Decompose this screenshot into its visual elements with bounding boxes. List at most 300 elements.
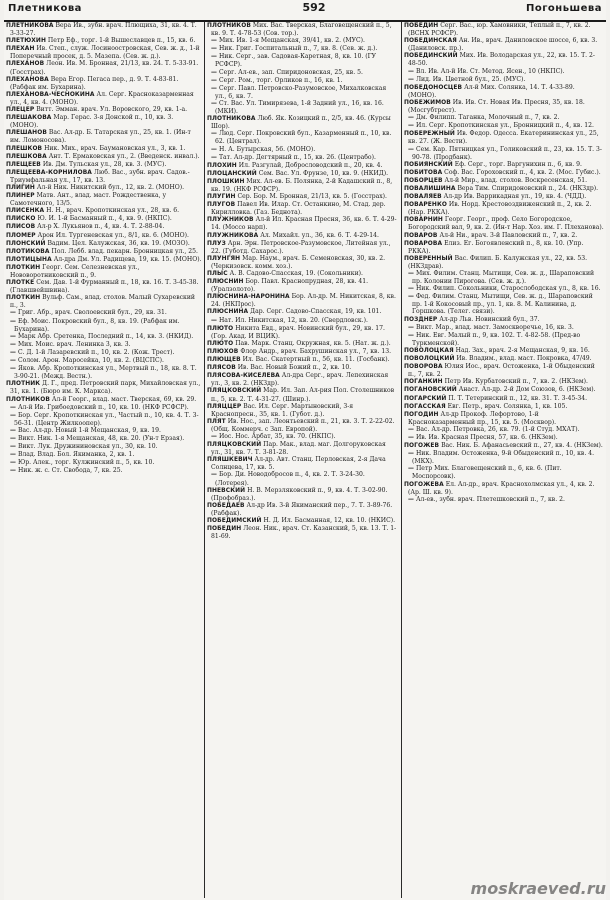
entry-surname: ПЛОТИЦЫНА: [6, 256, 52, 263]
entry-surname: ПОВОЛОЦКАЯ: [404, 347, 454, 354]
entry-surname: ПЛУЖНИКОВ: [207, 217, 254, 224]
entry-details: Вульф. Сам., влад. столов. Малый Сухаревский п., 3.: [10, 294, 195, 310]
entry-details: Арон Ил. Тургеневская ул., 8/1, кв. 6. (МОНО).: [37, 231, 189, 239]
entry-details: Н. Н., врач. Кропоткинская ул., 28, кв. 6.: [46, 207, 180, 215]
entry-details: Вл. Ив. Ал-й Ив. Ст. Метод. Ясен., 10 (НКПС).: [415, 67, 565, 75]
entry-details: Евг. Петр., врач. Солянка, 1, кв. 105.: [447, 402, 568, 410]
entry-surname: ПЛОТКИН: [6, 295, 41, 302]
entry-surname: ПОГАНКИН: [404, 379, 443, 386]
directory-entry: [404, 347, 604, 355]
directory-entry: [6, 412, 202, 427]
directory-entry: [6, 279, 202, 294]
entry-details: Анаст. Ал-др. 2-й Дом Союзов, 6. (НКЗем).: [458, 386, 596, 394]
entry-surname: ПЛЕШАКОВА: [6, 115, 52, 122]
entry-surname: —: [408, 286, 414, 293]
directory-entry: [207, 433, 399, 441]
directory-entry: [207, 69, 399, 77]
entry-surname: ПЛИСКО: [6, 216, 36, 223]
directory-entry: [207, 364, 399, 372]
entry-surname: —: [211, 38, 217, 45]
directory-entry: [207, 193, 399, 201]
directory-entry: [6, 435, 202, 443]
entry-surname: —: [408, 123, 414, 130]
entry-surname: —: [408, 451, 414, 458]
entry-details: Флор Андр., врач. Бахрушинская ул., 7, кв. 13.: [240, 347, 392, 355]
entry-surname: ПЛЮСНИНА: [207, 309, 249, 316]
directory-entry: [207, 317, 399, 325]
entry-details: Ник. Владим. Остоженка, 9-й Обыденский п., 10, кв. 4. (МКХ).: [412, 450, 595, 466]
directory-entry: [404, 332, 604, 347]
entry-details: Никита Евд., врач. Новинский бул., 29, кв. 17. (Гор. Акад. И ВЦИК).: [211, 324, 385, 340]
directory-entry: [207, 216, 399, 231]
column-divider: [401, 22, 402, 898]
entry-surname: ПЛОТИКОВА: [6, 248, 50, 255]
directory-entry: [6, 341, 202, 349]
directory-entry: [404, 177, 604, 185]
directory-entry: [6, 215, 202, 223]
directory-entry: [6, 240, 202, 248]
directory-entry: [207, 22, 399, 37]
entry-surname: ПЛОМЕР: [6, 232, 36, 239]
entry-surname: —: [211, 46, 217, 53]
entry-details: Ал-й Ил. Красная Пресня, 36, кв. 6. Т. 4-29-14. (Моссо нарп).: [211, 216, 397, 232]
page-header: [4, 0, 606, 22]
entry-surname: ПОБЕРЕЖНЫЙ: [404, 131, 455, 138]
entry-surname: ПЛЕШКОВ: [6, 145, 43, 152]
entry-surname: ПЛЮТО: [207, 325, 234, 332]
entry-surname: —: [211, 317, 217, 324]
directory-entry: [404, 411, 604, 426]
entry-details: Ал-й Мир., влад. столов. Воскресенская, 51.: [444, 176, 588, 184]
entry-surname: —: [408, 426, 414, 433]
entry-surname: ПЛЕЦЕР: [6, 107, 35, 114]
entry-details: Сем. Вас. Ул. Фрунзе, 10, кв. 9. (НКИД).: [258, 169, 389, 177]
entry-details: Елиз. Ег. Богоявленский п., 8, кв. 10. (Упр. РККА).: [408, 239, 584, 255]
directory-entry: [404, 114, 604, 122]
entry-surname: ПОВОРОВА: [404, 364, 443, 371]
directory-entry: [404, 130, 604, 145]
entry-details: Влад. Влад. Бол. Якиманка, 2, кв. 1.: [17, 451, 135, 459]
entry-details: Вера Ив., зубн. врач. Плющиха, 31, кв. 4. Т. 3-33-27.: [10, 22, 197, 38]
entry-surname: ПЛУГОВ: [207, 202, 236, 209]
entry-surname: ПЛЕЩЕЕВ: [6, 161, 41, 168]
entry-details: Ал-й Ни., врач. 3-й Павловский п., 7, кв. 2.: [439, 231, 578, 239]
entry-details: Викт. Лук. Дружининовская ул., 30, кв. 10.: [17, 443, 158, 451]
directory-entry: [207, 325, 399, 340]
directory-entry: [6, 129, 202, 144]
entry-details: Ник. ж. с. Ст. Свобода, 7, кв. 25.: [17, 467, 123, 475]
entry-surname: ПОБЕДИНСКАЯ: [404, 38, 457, 45]
entry-details: Мих. Филим. Станц. Мытищи, Сев. ж. д., Шараповский пр. Колонии Пирогова. (Сев. ж. д.).: [412, 270, 595, 286]
entry-surname: —: [408, 76, 414, 83]
entry-details: Нат. Ил. Никитская, 12, кв. 20. (Свердловск.).: [218, 316, 368, 324]
entry-surname: —: [10, 404, 16, 411]
entry-details: Ал-дра Дм. Ул. Радищева, 19, кв. 15. (МОНО).: [53, 255, 202, 263]
entry-surname: —: [408, 324, 414, 331]
entry-surname: ПЛИГИН: [6, 184, 35, 191]
entry-surname: ПОВАЛИШИНА: [404, 185, 456, 192]
entry-details: Ал. Серг. Красноказарменная ул., 4, кв. 4. (МОНО).: [10, 90, 194, 106]
directory-entry: [207, 270, 399, 278]
entry-details: Ел. Ал-др., врач. Краснохолмская ул., 4, кв. 2. (Ар. Ш. кв. 9).: [408, 480, 595, 496]
entry-surname: —: [10, 333, 16, 340]
directory-entry: [6, 357, 202, 365]
directory-entry: [404, 216, 604, 231]
entry-surname: ПОГОДИН: [404, 411, 439, 418]
entry-surname: ПЛИСОВ: [6, 224, 36, 231]
directory-entry: [6, 396, 202, 404]
directory-entry: [404, 316, 604, 324]
directory-entry: [207, 308, 399, 316]
directory-entry: [6, 106, 202, 114]
entry-details: Вера Тим. Спиридоновский п., 24. (НКЗдр).: [457, 184, 599, 192]
entry-details: Сем. Кар. Пятницкая ул., Голиковский п., 23, кв. 15. Т. 3-90-78. (Продбанк).: [412, 145, 602, 161]
entry-details: Н. Д. Ил. Басманная, 12, кв. 10. (НКИС).: [263, 517, 396, 524]
entry-details: Тат. Ал-др. Дегтярный п., 15, кв. 26. (Центрабо).: [218, 153, 376, 161]
entry-surname: ПЛЯЦКОВСКИЙ: [207, 442, 262, 449]
entry-surname: ПОВАРОВА: [404, 240, 443, 247]
entry-details: Матв. Ант., влад. маст. Рождественка, у Самотечного, 13/5.: [10, 192, 167, 208]
entry-details: Сем. Дав. 1-й Фурманный п., 18, кв. 16. Т. 3-45-38. (Главшвейшвина).: [10, 279, 199, 295]
directory-entry: [207, 170, 399, 178]
entry-details: Ю. И. 1-й Басманный п., 4, кв. 9. (НКПС).: [37, 215, 172, 223]
entry-details: Викт. Мар., влад. маст. Замоскворечье, 16, кв. 3.: [415, 323, 574, 331]
entry-surname: —: [10, 349, 16, 356]
entry-details: Иос. Нос. Арбат, 35, кв. 70. (НКПС).: [218, 432, 336, 440]
entry-surname: —: [10, 444, 16, 451]
entry-details: Ив. Степ., служ. Лосиноостровская, Сев. ж. д., 1-й Поперечный просек, д. 5. Мазепа. (Сев. ж. д.).: [10, 45, 200, 61]
directory-entry: [404, 22, 604, 37]
entry-surname: ПЛЮСНИНА-НАРОНИНА: [207, 294, 290, 301]
entry-details: Дм. Филипп. Таганка, Молочный п., 7, кв. 2.: [415, 114, 560, 122]
directory-entry: [207, 45, 399, 53]
entry-details: Ал-й Ник. Никитский бул., 12, кв. 2. (МОНО).: [36, 183, 185, 191]
directory-entry: [207, 278, 399, 293]
directory-entry: [207, 441, 399, 456]
directory-entry: [207, 387, 399, 402]
entry-details: Ст. Вас. Ул. Тимирязева, 1-й Задний ул., 16, кв. 16. (МКИ).: [215, 99, 384, 116]
directory-entry: [404, 285, 604, 293]
directory-entry: [207, 403, 399, 418]
entry-details: Ник. Евг. Малый п., 9, кв. 102. Т. 4-82-58. (Пред-во Туркменской).: [412, 331, 581, 347]
directory-entry: [6, 333, 202, 341]
directory-entry: [6, 309, 202, 317]
directory-entry: [6, 380, 202, 395]
directory-entry: [6, 153, 202, 161]
entry-details: Вас. Ал-др. Б. Татарская ул., 25, кв. 1. (Ин-т им. Ломоносова).: [10, 129, 191, 145]
entry-surname: ПЛЯСОВ: [207, 365, 236, 372]
entry-details: Люб. Як. Козицкий п., 2/5, кв. 46. (Курсы Шор).: [211, 115, 391, 131]
entry-surname: —: [211, 100, 217, 107]
entry-details: Ал-дра Серг., врач. Лепехинская ул., 3, кв. 2. (НКЗдр).: [211, 372, 389, 388]
entry-surname: ПОБОРЦЕВ: [404, 177, 443, 184]
entry-surname: ПОГОЖЕВ: [404, 443, 440, 450]
entry-details: Мар. Наум., врач. Б. Семеновская, 30, кв. 2. (Черкизовск. комм. хоз.).: [211, 254, 386, 270]
entry-details: Ив. Владим., влад. маст. Покровка, 47/49.: [456, 355, 592, 363]
entry-details: Мар. Герас. 3-я Донской п., 10, кв. 3. (МОНО).: [10, 114, 174, 130]
directory-entry: [6, 232, 202, 240]
entry-details: Серг. Ром., торг. Орликов п., 16, кв. 1.: [218, 76, 343, 84]
directory-entry: [6, 318, 202, 333]
running-head-right: Погоньшева: [525, 3, 602, 14]
entry-details: Мих. Моис. врач. Ленинка 3, кв. 3.: [17, 340, 131, 348]
directory-entry: [207, 293, 399, 308]
entry-details: Н. В. Мерзляковский п., 9, кв. 4. Т. 3-02-90. (Профобраз.).: [211, 486, 388, 502]
entry-details: Бор. Серг. Кропоткинская ул., Частый п., 10, кв. 4. Т. 3-56-31. (Центр Жилкоопер).: [14, 411, 199, 427]
entry-details: Ал-др Ив. Варрикадная ул., 19, кв. 4. (ЧДД).: [443, 193, 587, 201]
directory-entry: [6, 264, 202, 279]
directory-entry: [207, 178, 399, 193]
entry-surname: ПОБИТОВА: [404, 169, 443, 176]
directory-entry: [404, 255, 604, 270]
entry-surname: ПЛЯЦКОВСКИЙ: [207, 388, 262, 395]
entry-details: Люд. Серг. Покровский бул., Казарменный п., 10, кв. 62. (Централ).: [215, 130, 392, 146]
directory-entry: [207, 146, 399, 154]
entry-surname: ПОВАЛЯЕВ: [404, 194, 442, 201]
entry-details: Ил. Серг. Кропоткинская ул., Бронницкий п., 4, кв. 12.: [415, 122, 594, 130]
directory-entry: [6, 207, 202, 215]
entry-surname: ПЛЮЩЕВ: [207, 357, 241, 364]
entry-surname: —: [10, 318, 16, 325]
directory-entry: [6, 467, 202, 475]
entry-details: Серг. Павл. Петровско-Разумовское, Михалковская ул., 6, кв. 7.: [215, 84, 387, 100]
entry-surname: ПЛЕШКОВА: [6, 153, 47, 160]
entry-surname: —: [408, 466, 414, 473]
entry-surname: ПЛУЗ: [207, 240, 226, 247]
directory-entry: [404, 403, 604, 411]
entry-surname: ПОБЕДАЕВ: [207, 502, 245, 509]
entry-surname: —: [10, 412, 16, 419]
directory-entry: [404, 442, 604, 450]
directory-entry: [207, 418, 399, 433]
entry-details: С. Д. 1-й Лазаревский п., 10, кв. 2. (Кож. Трест).: [17, 348, 175, 356]
entry-surname: ПЛЯЦЦЕР: [207, 403, 242, 410]
entry-details: Юлия Иос., врач. Остоженка, 1-й Обыденский п., 7, кв. 2.: [408, 363, 595, 379]
entry-details: Лид. Ив. Цветной бул., 25. (МУС).: [415, 75, 526, 83]
directory-entry: [404, 434, 604, 442]
directory-entry: [207, 340, 399, 348]
entry-details: Яков. Абр. Кропоткинская ул., Мертвый п., 18, кв. 8. Т. 3-90-21. (Межд. Вестн.).: [14, 365, 197, 381]
directory-entry: [207, 115, 399, 130]
directory-entry: [207, 517, 399, 525]
entry-surname: ПОЗДНЕР: [404, 316, 438, 323]
directory-entry: [404, 76, 604, 84]
directory-entry: [6, 184, 202, 192]
entry-details: Бор. Ал-др. М. Никитская, 8, кв. 24. (НКПрос).: [211, 293, 396, 309]
entry-surname: ПЛЕШАНОВ: [6, 130, 47, 137]
directory-entry: [6, 294, 202, 309]
directory-entry: [6, 45, 202, 60]
directory-entry: [6, 76, 202, 91]
entry-details: Ал-др Прокоф. Лефортово, 1-й Красноказарменный пр., 15, кв. 5. (Москвор).: [408, 410, 557, 426]
entry-surname: —: [10, 310, 16, 317]
entry-details: Ник. Филип. Сокольники, Старослободская ул., 8, кв. 16.: [415, 285, 601, 293]
entry-surname: ПОВАРЕНКО: [404, 202, 447, 209]
entry-details: Петр Еф., торг. 1-й Вышеславцев п., 15, кв. 6.: [47, 37, 196, 45]
entry-surname: ПЛОХИН: [207, 162, 237, 169]
entry-surname: —: [408, 332, 414, 339]
entry-details: Вас. Филип. Б. Калужская ул., 22, кв. 53. (НКЗдрав).: [408, 254, 588, 270]
directory-entry: [207, 525, 399, 540]
entry-details: Ал-др Ив. 3-й Якиманский пер., 7. Т. 3-89-76. (Рабфак).: [211, 501, 393, 517]
entry-details: Бор. Павл. Краснопрудная, 28, кв. 41. (Уралзолото).: [211, 278, 369, 294]
directory-entry: [6, 91, 202, 106]
directory-entry: [404, 395, 604, 403]
directory-entry: [404, 355, 604, 363]
entry-details: Сер. Бор. М. Бронная, 21/13, кв. 5. (Госстрах).: [237, 193, 387, 201]
directory-entry: [207, 240, 399, 255]
directory-entry: [6, 192, 202, 207]
directory-entry: [6, 404, 202, 412]
entry-surname: —: [10, 341, 16, 348]
entry-surname: ПЛЯШКЕВИЧ: [207, 457, 253, 464]
entry-surname: ПОБЕЖИМОВ: [404, 99, 451, 106]
entry-details: Георг. Сем. Селезневская ул., Нововоротниковский п., 9.: [10, 263, 140, 279]
directory-entry: [207, 37, 399, 45]
directory-entry: [6, 145, 202, 153]
entry-details: Над. Зах., врач. 2-я Мещанская, 9, кв. 16.: [455, 346, 590, 354]
directory-entry: [404, 426, 604, 434]
entry-surname: ПЛОШКИН: [207, 178, 245, 185]
entry-details: А. В. Садово-Спасская, 19. (Сокольники).: [229, 270, 363, 277]
entry-surname: ПЛЫС: [207, 271, 228, 277]
entry-surname: ПЛЕХАНОВА: [6, 76, 49, 83]
entry-surname: ПОБЕДИН: [404, 23, 439, 29]
entry-details: Солом. Арон. Маросейка, 10, кв. 2. (ВЦСПС).: [17, 357, 164, 365]
entry-surname: —: [408, 496, 414, 503]
directory-entry: [6, 427, 202, 435]
entry-surname: —: [408, 146, 414, 153]
directory-entry: [207, 456, 399, 471]
entry-details: Ив. Нос., зап. Леонтьевский п., 21, кв. 3. Т. 2-22-02. (Общ. Коммерч. с Зап. Европой).: [211, 417, 395, 433]
directory-entry: [207, 471, 399, 486]
entry-details: Ал-др. Авт. Станц. Перловская, 2-я Дача Солнцева, 17, кв. 5.: [211, 456, 386, 472]
entry-details: Ал-й Георг., влад. маст. Тверская, 69, кв. 29.: [51, 395, 197, 403]
directory-entry: [404, 99, 604, 114]
directory-entry: [6, 459, 202, 467]
directory-entry: [207, 487, 399, 502]
entry-surname: ПЛЯСОВА-КИСЕЛЕВА: [207, 373, 280, 380]
entry-surname: ПЛОТКЕ: [6, 280, 35, 287]
directory-column-2: [207, 22, 399, 898]
directory-entry: [6, 60, 202, 75]
directory-entry: [6, 248, 202, 256]
directory-page: [4, 0, 606, 900]
entry-details: Петр Мих. Благовещенский п., 6, кв. 6. (Пит. Моспорсовк).: [412, 465, 562, 481]
directory-entry: [404, 52, 604, 67]
entry-surname: ПЛУЖНИКОВА: [207, 232, 259, 239]
directory-entry: [6, 365, 202, 380]
directory-entry: [6, 223, 202, 231]
entry-surname: ПЛОТНИК: [6, 381, 41, 388]
entry-surname: —: [10, 452, 16, 459]
directory-entry: [207, 154, 399, 162]
entry-surname: ПЛЕХАНОВ: [6, 61, 45, 68]
page-number: 592: [302, 1, 326, 14]
entry-surname: ПОВАРОВ: [404, 232, 438, 239]
entry-surname: ПОГАССКАЯ: [404, 403, 446, 410]
entry-details: Люб. Вас., зубн. врач. Садов.-Триумфальная ул., 17, кв. 13.: [10, 168, 190, 184]
directory-entry: [6, 443, 202, 451]
entry-surname: ПОВОЛОЦКИЙ: [404, 356, 455, 363]
directory-entry: [404, 481, 604, 496]
entry-details: Пол. Лебб. влад. пекарн. Бронницкая ул., 25.: [51, 247, 198, 255]
directory-entry: [207, 348, 399, 356]
directory-entry: [404, 193, 604, 201]
entry-surname: ПЛОТНИКОВ: [207, 23, 251, 29]
entry-surname: —: [211, 146, 217, 153]
entry-details: Ил. Разгулай, Добрословодский п., 20, кв. 4.: [238, 161, 383, 169]
entry-surname: ПЛОНСКИЙ: [6, 240, 46, 247]
entry-details: Ив. Федор. Одесса. Екатерининская ул., 25, кв. 27. (Ж. Вести).: [408, 130, 599, 146]
directory-entry: [404, 465, 604, 480]
entry-details: Григ. Абр., врач. Сволоевский бул., 29, кв. 31.: [17, 309, 167, 317]
entry-details: Ник. Серг., зав. Садовая-Каретная, 8, кв. 10. (ГУ РСФСР).: [215, 53, 377, 69]
entry-details: Георг. Георг., проф. Село Богородское, Богородский вал, 9, кв. 2. (Ин-т Нар. Хоз. им. Г. Плеханова).: [408, 216, 604, 232]
entry-details: Ник. Григ. Госпитальный п., 7, кв. 8. (Сев. ж. д.).: [218, 45, 378, 53]
entry-surname: —: [408, 115, 414, 122]
entry-details: Арн. Эрн. Петровское-Разумовское, Литейная ул., 22. (Губотд. Сахарос.).: [211, 239, 391, 255]
directory-entry: [404, 496, 604, 504]
entry-surname: ПОГОЖЕВА: [404, 481, 444, 488]
entry-surname: ПЛЕХАНОВА-ЧЕСНОКИНА: [6, 91, 95, 98]
entry-details: Соф. Вас. Гороховский п., 4, кв. 2. (Мос. Губис.).: [444, 168, 601, 176]
entry-surname: —: [211, 77, 217, 84]
directory-entry: [6, 451, 202, 459]
directory-entry: [404, 37, 604, 52]
directory-entry: [207, 77, 399, 85]
entry-surname: —: [211, 472, 217, 479]
entry-surname: ПЛОТНИКОВА: [207, 116, 256, 123]
directory-entry: [404, 146, 604, 161]
directory-entry: [404, 232, 604, 240]
column-divider: [204, 22, 205, 898]
entry-details: Марк Абр. Сретенка, Последний п., 14, кв. 3. (НКИД).: [17, 332, 194, 340]
entry-details: Бор. Ди. Новодобросов п., 4, кв. 2. Т. 3-24-30. (Лотерея).: [215, 471, 365, 487]
directory-entry: [404, 450, 604, 465]
entry-surname: —: [408, 294, 414, 301]
entry-surname: —: [211, 85, 217, 92]
directory-column-3: [404, 22, 604, 898]
entry-surname: ПЛИНЕР: [6, 193, 35, 200]
entry-details: Вас. Ал-др. Новый 1-й Мещанская, 9, кв. 19.: [17, 426, 161, 434]
directory-entry: [404, 169, 604, 177]
directory-entry: [6, 349, 202, 357]
entry-details: Мих. Вас. Тверская, Благовещенский п., 5, кв. 9. Т. 4-78-53 (Сов. тор.).: [211, 22, 392, 38]
entry-surname: ПНЕВСКИЙ: [207, 487, 246, 494]
directory-entry: [207, 232, 399, 240]
entry-details: Ал-й Ив. Грибоедовский п., 10, кв. 10. (НКФ РСФСР).: [17, 403, 189, 411]
directory-entry: [404, 386, 604, 394]
entry-details: Леон. Ник., врач. Ст. Казанский, 5, кв. 13. Т. 1-81-69.: [211, 525, 397, 541]
entry-details: П. Т. Тетеринский п., 12, кв. 31. Т. 3-45-34.: [448, 394, 588, 402]
directory-entry: [207, 255, 399, 270]
entry-details: Пав. Марк. Станц. Окружная, кв. 5. (Нат. ж. д.).: [235, 339, 391, 347]
directory-entry: [404, 84, 604, 99]
entry-surname: ПОБЕДИН: [207, 526, 242, 533]
entry-surname: ПЛОЦАНСКИЙ: [207, 170, 257, 177]
entry-details: Ив. Ив. Красная Пресня, 57, кв. 6. (НКЗем).: [415, 433, 558, 441]
directory-entry: [6, 114, 202, 129]
entry-surname: —: [408, 434, 414, 441]
directory-entry: [207, 100, 399, 115]
directory-entry: [404, 324, 604, 332]
directory-entry: [207, 502, 399, 517]
entry-details: Вера Егор. Пегаса пер., д. 9. Т. 4-83-81. (Рабфак им. Бухарина).: [10, 75, 179, 91]
entry-details: Павел Ив. Илар. Ст. Останкино, М. Стад. дер. Кирилловка. (Газ. Беднота).: [211, 201, 386, 217]
entry-surname: —: [10, 358, 16, 365]
entry-surname: ПЛЕТЮХИН: [6, 38, 46, 45]
